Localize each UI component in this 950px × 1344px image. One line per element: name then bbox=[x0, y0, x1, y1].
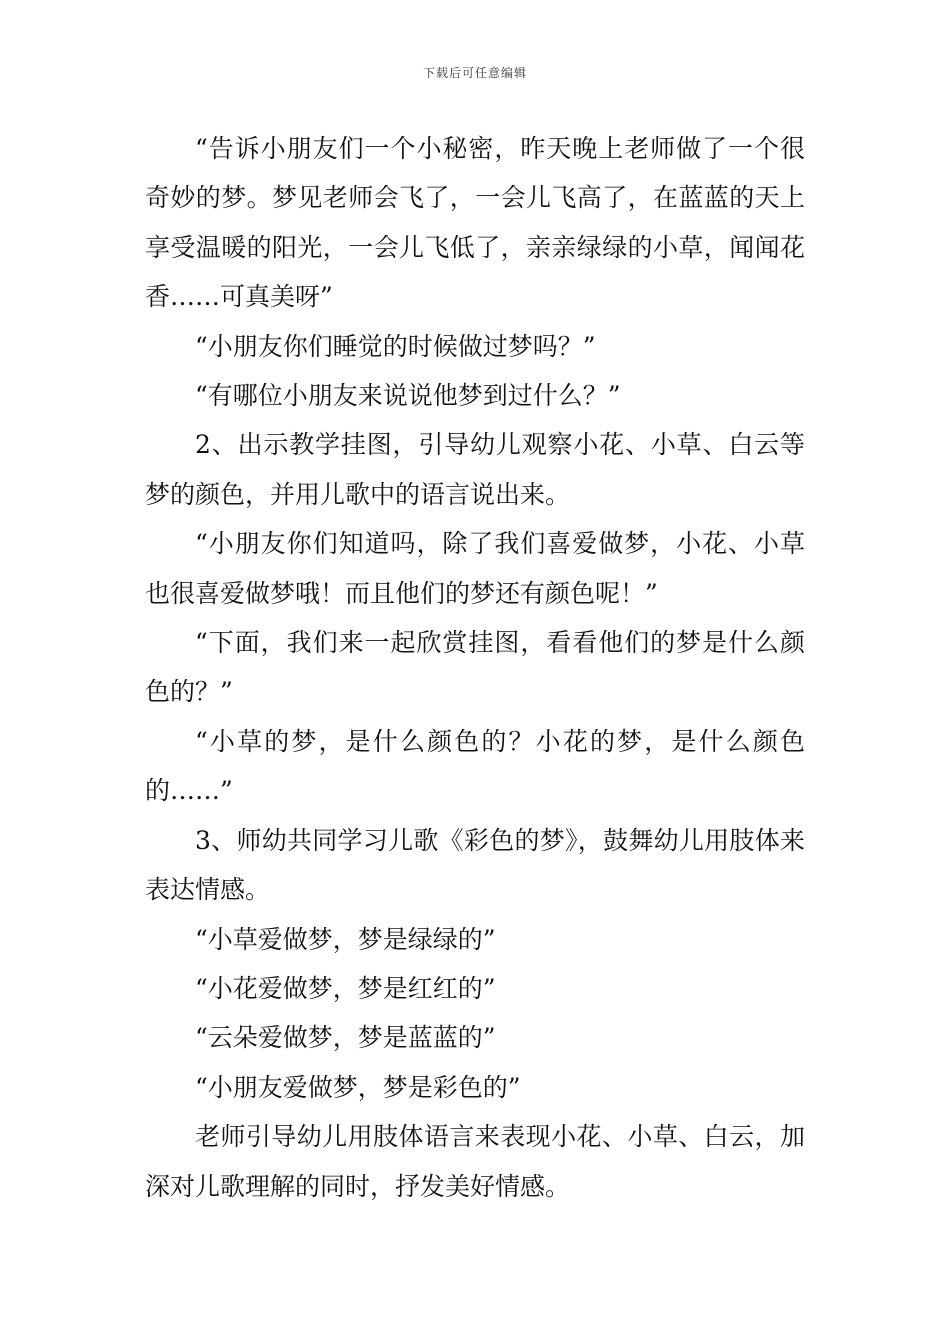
paragraph-teacher-guide: 老师引导幼儿用肢体语言来表现小花、小草、白云，加深对儿歌理解的同时，抒发美好情感。 bbox=[145, 1122, 805, 1201]
paragraph-step-3: 3、师幼共同学习儿歌《彩色的梦》，鼓舞幼儿用肢体来表达情感。 bbox=[145, 825, 805, 905]
paragraph-question-what: “有哪位小朋友来说说他梦到过什么？” bbox=[195, 381, 621, 411]
paragraph-step-2: 2、出示教学挂图，引导幼儿观察小花、小草、白云等梦的颜色，并用儿歌中的语言说出来。 bbox=[145, 430, 805, 509]
paragraph-poem-line-3: “云朵爱做梦，梦是蓝蓝的” bbox=[195, 1023, 496, 1053]
paragraph-poem-line-1: “小草爱做梦，梦是绿绿的” bbox=[195, 924, 496, 954]
paragraph-flowers-grass: “小朋友你们知道吗，除了我们喜爱做梦，小花、小草也很喜爱做梦哦！而且他们的梦还有颜色呢！” bbox=[145, 529, 805, 608]
paragraph-dream-colors: “小草的梦，是什么颜色的？小花的梦，是什么颜色的……” bbox=[145, 726, 805, 806]
paragraph-view-chart: “下面，我们来一起欣赏挂图，看看他们的梦是什么颜色的？” bbox=[145, 628, 805, 707]
paragraph-question-dream: “小朋友你们睡觉的时候做过梦吗？” bbox=[195, 331, 596, 361]
document-body bbox=[145, 124, 805, 1211]
paragraph-poem-line-4: “小朋友爱做梦，梦是彩色的” bbox=[195, 1072, 521, 1102]
paragraph-poem-line-2: “小花爱做梦，梦是红红的” bbox=[195, 973, 496, 1003]
paragraph-story-intro: “告诉小朋友们一个小秘密，昨天晚上老师做了一个很奇妙的梦。梦见老师会飞了，一会儿飞高了，在蓝蓝的天上享受温暖的阳光，一会儿飞低了，亲亲绿绿的小草，闻闻花香……可真美呀” bbox=[145, 134, 805, 312]
page-header: 下载后可任意编辑 bbox=[422, 66, 527, 80]
